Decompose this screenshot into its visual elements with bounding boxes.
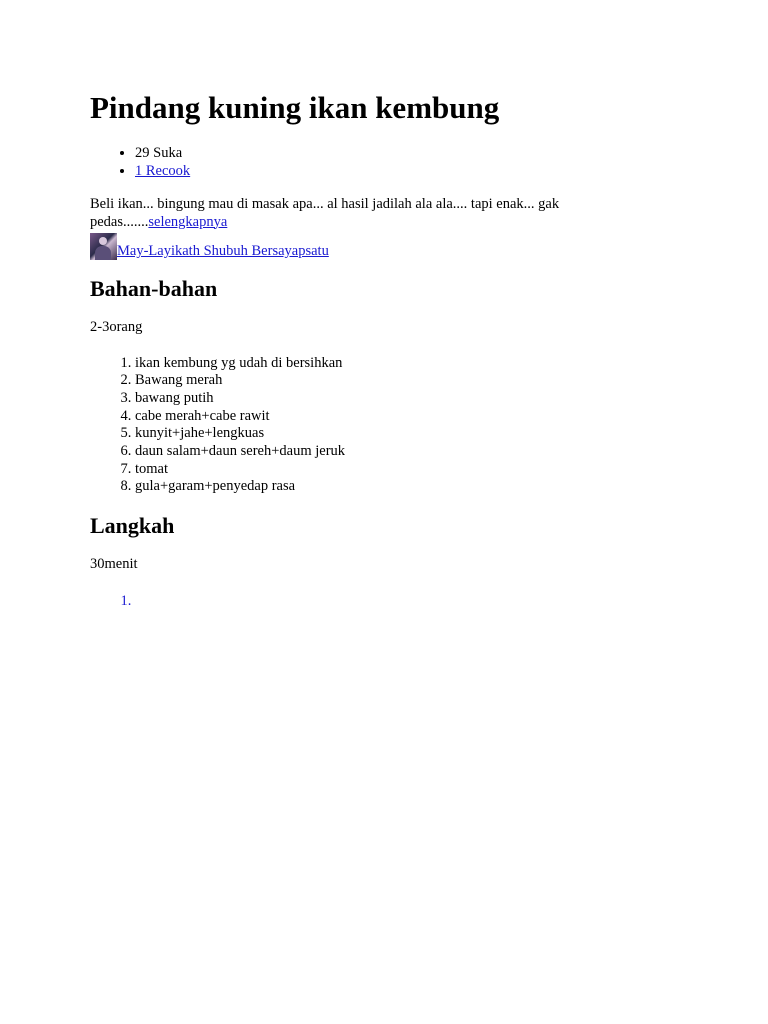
ingredient-item: 8. gula+garam+penyedap rasa [135, 478, 690, 496]
recipe-description [90, 196, 590, 231]
servings-text: 2-3orang [90, 319, 143, 335]
recook-link[interactable]: 1 Recook [135, 163, 191, 179]
read-more-link[interactable]: selengkapnya [148, 213, 228, 230]
recipe-stats-list [90, 144, 690, 180]
ingredient-item: 3. bawang putih [135, 390, 690, 408]
step-item[interactable] [135, 592, 690, 610]
ingredient-item: 4. cabe merah+cabe rawit [135, 408, 690, 426]
ingredient-item: 1. ikan kembung yg udah di bersihkan [135, 355, 690, 373]
description-text: Beli ikan... bingung mau di masak apa... al hasil jadilah ala ala.... tapi enak... gak pedas....... [90, 196, 560, 230]
ingredient-item: 5. kunyit+jahe+lengkuas [135, 425, 690, 443]
ingredient-item: 2. Bawang merah [135, 372, 690, 390]
author-row [90, 232, 690, 260]
ingredient-item: 7. tomat [135, 461, 690, 479]
recook-item [135, 162, 690, 180]
recipe-page [90, 88, 690, 610]
steps-heading: Langkah [90, 513, 175, 539]
author-name-link[interactable]: May-Layikath Shubuh Bersayapsatu [117, 243, 329, 259]
steps-list [90, 592, 690, 610]
ingredients-list [90, 355, 690, 497]
ingredient-item: 6. daun salam+daun sereh+daum jeruk [135, 443, 690, 461]
duration-text: 30menit [90, 556, 138, 573]
likes-count: • 29 Suka [135, 144, 690, 162]
ingredients-heading: Bahan-bahan [90, 276, 218, 301]
recipe-title: Pindang kuning ikan kembung [90, 90, 500, 125]
author-avatar[interactable] [90, 233, 117, 260]
